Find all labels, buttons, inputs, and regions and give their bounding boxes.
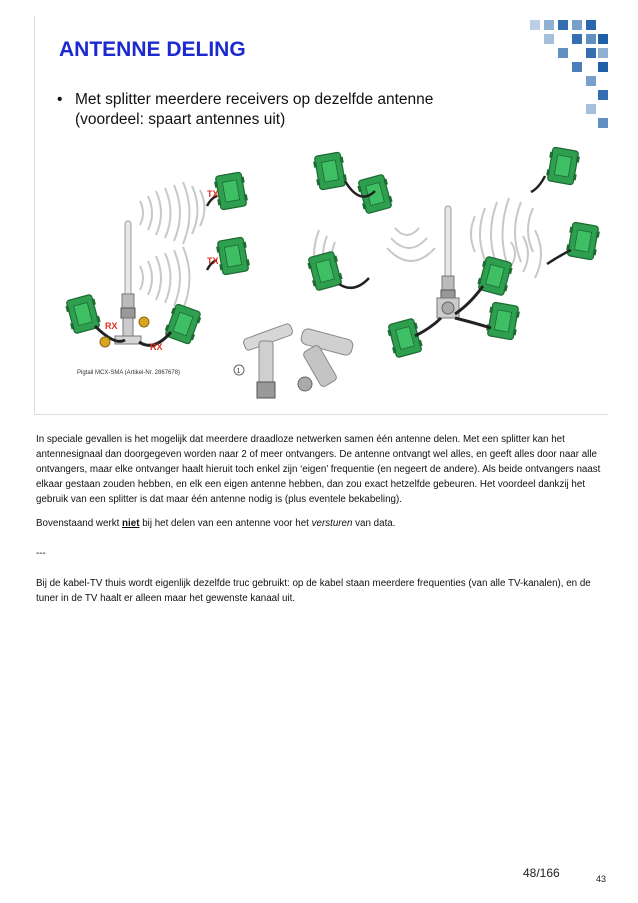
bullet-line-1: Met splitter meerdere receivers op dezelfde antenne (75, 91, 434, 108)
pigtail-label: Pigtail MCX-SMA (Artikel-Nr. 2867678) (77, 370, 181, 376)
splitter-photo (234, 323, 354, 398)
antenna-splitter-illustration (35, 146, 608, 414)
p2-text-after: van data. (352, 518, 396, 529)
paragraph-cable-tv: Bij de kabel-TV thuis wordt eigenlijk dezelfde truc gebruikt: op de kabel staan meerdere frequenties (van alle TV-kanalen), en de tuner in de TV haalt er alleen maar het gewenste kanaal uit. (36, 578, 591, 604)
p2-text-before: Bovenstaand werkt (36, 518, 123, 529)
page-number: 43 (596, 874, 607, 884)
page-counter: 48/166 (523, 866, 560, 880)
separator-dashes: --- (36, 548, 46, 559)
rx-label-1: RX (105, 321, 118, 331)
rx-label-2: RX (150, 342, 163, 352)
antenna-right (437, 206, 459, 318)
slide-title: ANTENNE DELING (59, 38, 246, 61)
bullet-line-2: (voordeel: spaart antennes uit) (75, 111, 286, 128)
devices-right (306, 147, 601, 359)
tx-label-1: TX (207, 189, 219, 199)
p2-bold-not: niet (122, 518, 140, 529)
callout-number: 1 (236, 368, 241, 375)
bullet-marker: • (57, 91, 63, 108)
tx-label-2: TX (207, 256, 219, 266)
p2-text-middle: bij het delen van een antenne voor het (139, 518, 312, 529)
p2-italic-sending: versturen (311, 518, 353, 529)
antenna-left (115, 221, 141, 344)
paragraph-splitter-explanation: In speciale gevallen is het mogelijk dat meerdere draadloze netwerken samen één antenne delen. Met een splitter kan het antennesignaal dan doorgegeven worden naar 2 of meer ontvangers. De antenne ontvangt wel alles, en geeft alles door naar alle ontvangers, maar elke ontvanger haalt hieruit toch enkel zijn ‘eigen’ frequentie (en negeert de andere). Als beide ontvangers naast elkaar gestaan zouden hebben, en elk een eigen antenne hebben, dan zou exact hetzelfde gebeuren. Het voordeel dankzij het gebruik van een splitter is dat maar één antenne nodig is (plus eventele bekabeling). (36, 434, 601, 505)
slide (34, 16, 608, 415)
paragraph-sending-note (36, 516, 602, 531)
radio-waves-left (140, 182, 205, 309)
bullet-item (57, 90, 527, 130)
